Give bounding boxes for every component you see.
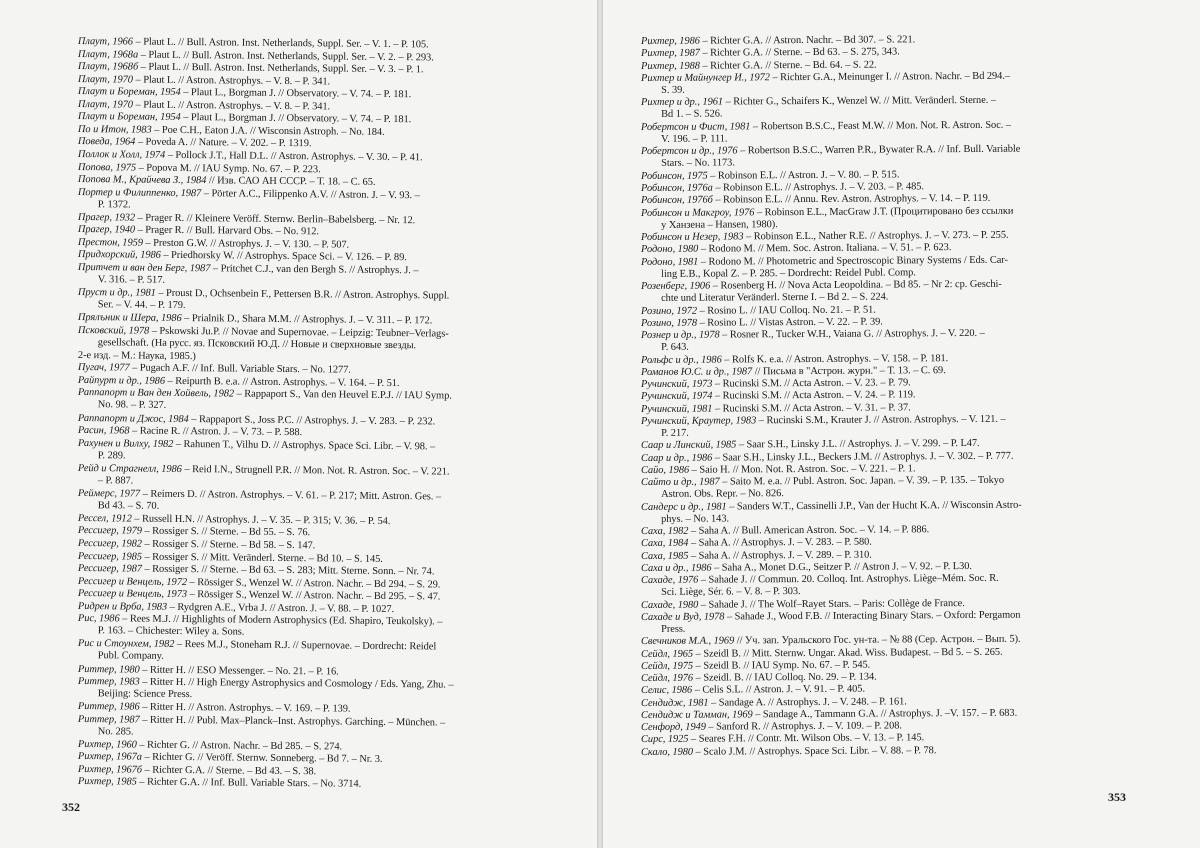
reference-text: – Plaut L. // Bull. Astron. Inst. Netherlands, Suppl. Ser. – V. 2. – P. 293. [138,49,434,63]
reference-author: Саха, 1985 [641,550,689,562]
reference-author: Притчет и ван ден Берг, 1987 [77,261,211,275]
reference-text: – Ritter H. // Publ. Max–Planck–Inst. Astrophys. Garching. – München. – [139,714,446,729]
reference-author: Рессигер и Венцель, 1973 [77,588,188,601]
reference-author: Пугач, 1977 [77,362,130,374]
reference-continuation: Bd 1. – S. 526. [661,108,723,121]
reference-author: Рихтер, 1986 [641,35,700,47]
reference-text: – Robinson E.L. // Annu. Rev. Astron. Astrophys. – V. 14. – P. 119. [712,193,991,206]
reference-entry [641,70,1010,96]
reference-author: Раппапорт и Ван ден Хойвель, 1982 [77,387,235,400]
reference-author: Ридрен и Врба, 1983 [77,600,168,613]
reference-text: – Rappaport S., Joss P.C. // Astrophys. J. – V. 283. – P. 232. [188,413,436,427]
reference-author: Ручинский, 1973 [641,378,713,390]
reference-author: Саха, 1982 [641,525,689,537]
left-page [0,0,597,848]
reference-text: – Rosenberg H. // Nova Acta Leopoldina. – Bd 85. – Nr 2: cp. Geschi- [710,278,1002,292]
reference-author: Скало, 1980 [641,746,694,758]
reference-text: – Sahade J., Wood F.B. // Interacting Binary Stars. – Oxford: Pergamon [724,609,1021,623]
reference-text: – Saio H. // Mon. Not. R. Astron. Soc. – V. 221. – P. 1. [689,463,916,476]
reference-continuation: P. 643. [661,341,689,353]
reference-text: – Saha A. // Astrophys. J. – V. 289. – P. 310. [688,549,872,562]
reference-author: Саха и др., 1986 [641,562,712,574]
reference-text: – Popova M. // IAU Symp. No. 67. – P. 223. [136,162,321,175]
reference-author: Риттер, 1983 [77,676,140,688]
reference-text: – Pollock J.T., Hall D.L. // Astron. Astrophys. – V. 30. – P. 41. [165,149,423,164]
reference-entry [641,646,1003,660]
reference-text: – Sanders W.T., Cassinelli J.P., Van der Hucht K.A. // Wisconsin Astro- [726,499,1022,512]
reference-continuation: Bd 43. – S. 70. [97,500,160,512]
reference-text: – Saar S.H., Linsky J.L. // Astrophys. J. – V. 299. – P. L47. [736,438,980,451]
reference-text: – Robinson E.L. // Astrophys. J. – V. 203. – P. 485. [712,181,924,194]
reference-text: // Уч. зап. Уральского Гос. ун-та. – № 88 (Сер. Астрон. – Вып. 5). [734,633,1021,647]
reference-author: Селис, 1986 [641,684,693,697]
reference-text: – Rappaport S., Van den Heuvel E.P.J. // IAU Symp. [233,388,452,402]
reference-entry [78,463,450,491]
reference-continuation: Ser. – V. 44. – P. 179. [97,299,186,312]
reference-text: – Szeidl B. // Mitt. Sternw. Ungar. Akad. Wiss. Budapest. – Bd 5. – S. 265. [693,646,1003,660]
reference-text: // Письма в "Астрон. журн." – Т. 13. – С. 69. [752,364,946,378]
reference-text: – Saha A. // Astrophys. J. – V. 283. – P. 580. [688,536,872,549]
reference-continuation: chte und Literatur Veränderl. Sterne I. – Bd 2. – S. 224. [661,291,889,304]
reference-continuation: Stars. – No. 1173. [661,157,735,170]
reference-entry [78,776,361,791]
reference-author: Родоно, 1981 [641,256,699,268]
reference-author: Родоно, 1980 [641,243,699,256]
reference-author: Рейд и Стрaгнелл, 1986 [77,462,182,475]
reference-text: – Rosino L. // IAU Colloq. No. 21. – P. 51. [697,304,876,317]
reference-entry [641,733,924,747]
reference-continuation: у Ханзена – Hansen, 1980). [661,218,778,231]
reference-text: – Ritter H. // Astron. Astrophys. – V. 169. – P. 139. [139,701,351,715]
reference-text: – Rodono M. // Photometric and Spectroscopic Binary Systems / Eds. Car- [698,254,1008,268]
reference-author: Сахаде и Вуд, 1978 [641,611,725,623]
reference-author: Прагер, 1940 [77,224,136,236]
reference-author: Престон, 1959 [77,236,143,249]
reference-author: Риттер, 1987 [77,713,140,726]
reference-text: – Richter G.A. // Sterne. – Bd. 64. – S. 22. [699,59,877,72]
reference-continuation: – P. 887. [97,474,134,487]
reference-continuation: No. 285. [97,725,134,738]
reference-text: – Rosino L. // Vistas Astron. – V. 22. – P. 39. [697,316,883,329]
reference-author: По и Итон, 1983 [77,123,152,136]
reference-text: – Robinson E.L., MacGraw J.T. (Процитировано без ссылки [754,205,1014,218]
reference-author: Ручинский, 1974 [641,390,713,403]
reference-entry [641,328,985,354]
reference-text: – Ritter H. // ESO Messenger. – No. 21. – P. 16. [139,664,339,678]
page-number-right: 353 [1108,790,1126,804]
reference-entry [641,499,1022,526]
left-page-references [0,0,597,848]
reference-text: – Plaut L. // Astron. Astrophys. – V. 8. – P. 341. [132,99,331,113]
reference-entry [78,262,419,289]
reference-text: – Scalo J.M. // Astrophys. Space Sci. Libr. – V. 88. – P. 78. [693,744,937,758]
reference-continuation: P. 163. – Chichester: Wiley a. Sons. [97,625,245,638]
reference-entry [641,205,1013,231]
reference-author: Рихтер, 1960 [77,738,137,751]
reference-author: Сендидж, 1981 [641,697,709,709]
reference-author: Раппапорт и Джос, 1984 [77,412,189,425]
reference-author: Райпурт и др., 1986 [77,374,166,387]
reference-entry [78,387,452,415]
reference-entry [641,402,911,416]
reference-continuation: V. 196. – P. 111. [661,133,728,145]
reference-entry [641,549,872,563]
reference-author: Ручинский, 1981 [641,403,713,415]
reference-author: Рис, 1986 [77,613,120,625]
reference-author: Розино, 1978 [641,317,698,329]
reference-author: Рессигер и Венцель, 1972 [77,575,188,588]
reference-author: Рессигер, 1979 [77,525,143,538]
reference-author: Попова М., Крайчева З., 1984 [77,174,207,187]
reference-entry [78,187,420,214]
reference-author: Сайто и др., 1987 [641,476,720,488]
reference-text: – Russell H.N. // Astrophys. J. – V. 35. – P. 315; V. 36. – P. 54. [131,513,391,527]
reference-text: – Proust D., Ochsenbein F., Pettersen B.R. // Astron. Astrophys. Suppl. [155,287,450,302]
page-number-left: 352 [62,800,80,814]
reference-author: Романов Ю.С. и др., 1987 [641,366,753,378]
reference-continuation: ling E.B., Kopal Z. – P. 285. – Dordrecht: Reidel Publ. Comp. [661,266,916,280]
reference-entry [641,745,936,759]
reference-entry [78,488,441,516]
reference-text: – Rössiger S., Wenzel W. // Astron. Nachr. – Bd 295. – S. 47. [186,589,441,603]
reference-text: – Rossiger S. // Sterne. – Bd 63. – S. 283; Mitt. Sterne. Sonn. – Nr. 74. [141,563,435,578]
reference-author: Рихтер, 1985 [77,776,137,789]
reference-entry [78,613,443,641]
reference-author: Сейдл, 1976 [641,672,694,684]
reference-text: – Priedhorsky W. // Astrophys. Space Sci. – V. 126. – P. 89. [160,250,407,264]
reference-author: Расин, 1968 [77,425,130,437]
reference-text: – Rossiger S. // Sterne. – Bd 58. – S. 147. [141,538,316,552]
reference-entry [641,524,929,538]
reference-author: Рихтер и др., 1961 [641,96,724,109]
reference-entry [641,537,872,551]
reference-author: Реймерс, 1977 [77,487,141,500]
reference-text: – Rucinski S.M. // Acta Astron. – V. 24. – P. 119. [712,389,916,402]
reference-author: Плаут, 1968б [77,61,139,73]
reference-text: – Plaut L. // Astron. Astrophys. – V. 8. – P. 341. [132,74,331,88]
reference-entry [641,119,1011,145]
reference-entry [641,279,1002,305]
reference-entry [78,350,196,363]
reference-author: Псковский, 1978 [77,324,150,337]
reference-author: Робертсон и др., 1976 [641,145,738,158]
reference-entry [641,47,900,61]
reference-text: – Pritchet C.J., van den Bergh S. // Astrophys. J. – [210,263,419,277]
reference-entry [641,696,907,710]
reference-entry [641,707,1017,721]
reference-text: 2-е изд. – М.: Наука, 1985.) [77,349,196,362]
reference-text: – Richter G.A. // Inf. Bull. Variable Stars. – No. 3714. [136,777,362,791]
reference-text: – Prager R. // Bull. Harvard Obs. – No. 912. [135,224,320,238]
reference-author: Робинсон и Незер, 1983 [641,231,744,243]
reference-entry [78,638,436,666]
reference-continuation: Astron. Obs. Repr. – No. 826. [661,488,784,500]
reference-continuation: Publ. Company. [97,650,164,663]
reference-author: Рессигер, 1987 [77,563,143,575]
reference-author: Робинсон, 1976а [641,182,713,194]
reference-author: Плаут, 1970 [77,98,134,111]
reference-text: – Rössiger S., Wenzel W. // Astron. Nachr. – Bd 294. – S. 29. [186,576,441,591]
reference-text: – Richter G. // Veröff. Sternw. Sonneberg. – Bd 7. – Nr. 3. [141,751,383,766]
reference-author: Сейдл, 1965 [641,648,694,660]
reference-author: Пруст и др., 1981 [77,287,156,299]
reference-text: – Prager R. // Kleinere Veröff. Sternw. Berlin–Babelsberg. – Nr. 12. [135,212,416,226]
reference-author: Ручинский, Краутер, 1983 [641,415,757,427]
reference-author: Робертсон и Фист, 1981 [641,121,751,133]
reference-continuation: No. 98. – P. 327. [97,399,167,412]
reference-entry [78,538,315,552]
reference-author: Прагер, 1932 [77,211,136,224]
reference-author: Сендидж и Тамман, 1969 [641,709,753,721]
reference-entry [641,304,876,318]
reference-text: – Plaut L., Borgman J. // Observatory. – V. 74. – P. 181. [180,112,412,126]
reference-entry [78,714,445,742]
reference-entry [641,609,1021,636]
reference-author: Сахаде, 1976 [641,574,699,586]
reference-author: Розенберг, 1906 [641,280,711,292]
reference-author: Рихтер и Майнунгер И., 1972 [641,71,770,84]
reference-text: – Szeidl B. // IAU Symp. No. 67. – P. 545. [693,659,871,672]
reference-text: – Reipurth B. e.a. // Astron. Astrophys. – V. 164. – P. 51. [164,375,400,389]
reference-text: – Rees M.J., Stoneham R.J. // Supernovae. – Dordrecht: Reidel [174,639,437,653]
reference-continuation: P. 289. [97,449,126,462]
reference-author: Плаут, 1968а [77,48,139,61]
reference-text: – Pugach A.F. // Inf. Bull. Variable Stars. – No. 1277. [129,362,351,376]
reference-entry [641,59,877,73]
reference-text: – Celis S.L. // Astron. J. – V. 91. – P. 405. [692,683,866,696]
reference-text: – Saha A. // Bull. American Astron. Soc. – V. 14. – P. 886. [688,524,930,537]
reference-continuation: Press. [661,623,686,635]
reference-text: – Rodono M. // Mem. Soc. Astron. Italiana. – V. 51. – P. 623. [698,242,952,255]
reference-text: – Richter G.A., Meinunger I. // Astron. Nachr. – Bd 294.– [769,70,1011,83]
reference-author: Поллок и Холл, 1974 [77,148,166,161]
reference-text: – Szeidl. B. // IAU Colloq. No. 29. – P. 134. [693,671,877,684]
reference-author: Рихтер, 1987 [641,47,700,60]
reference-author: Рихтер, 1967б [77,763,143,776]
reference-text: – Rees M.J. // Highlights of Modern Astrophysics (Ed. Shapiro, Teukolsky). – [119,613,443,628]
reference-entry [641,684,865,697]
reference-text: – Prialnik D., Shara M.M. // Astrophys. J. – V. 311. – P. 172. [181,313,433,327]
reference-text: – Sahade J. // The Wolf–Rayet Stars. – Paris: Collège de France. [698,597,965,611]
reference-entry [78,438,435,466]
reference-author: Саха, 1984 [641,537,689,550]
reference-text: – Rolfs K. e.a. // Astron. Astrophys. – V. 158. – P. 181. [721,352,949,366]
reference-author: Сахаде, 1980 [641,599,699,611]
reference-text: – Rydgren A.E., Vrba J. // Astron. J. – V. 88. – P. 1027. [167,601,395,615]
reference-text: – Reimers D. // Astron. Astrophys. – V. 61. – P. 217; Mitt. Astron. Ges. – [140,488,442,503]
reference-author: Сейдл, 1975 [641,660,694,672]
reference-text: – Sanford R. // Astrophys. J. – V. 109. – P. 208. [705,720,902,733]
reference-text: – Rucinski S.M. // Acta Astron. – V. 31. – P. 37. [712,401,911,415]
reference-author: Робинсон и Макгроу, 1976 [641,206,755,219]
reference-text: – Rahunen T., Vilhu D. // Astrophys. Space Sci. Libr. – V. 98. – [173,438,436,453]
reference-text: – Ritter H. // High Energy Astrophysics and Cosmology / Eds. Yang, Zhu. – [139,676,454,691]
reference-author: Сирс, 1925 [641,733,689,746]
reference-author: Сайо, 1986 [641,464,690,476]
reference-author: Рознер и др., 1978 [641,329,720,341]
reference-author: Сандерс и др., 1981 [641,500,727,513]
reference-text: – Seares F.H. // Contr. Mt. Wilson Obs. – V. 13. – P. 145. [688,732,925,745]
reference-text: – Robertson B.S.C., Warren P.R., Bywater R.A. // Inf. Bull. Variable [737,143,1021,157]
reference-text: – Richter G. // Astron. Nachr. – Bd 285. – S. 274. [136,739,343,753]
reference-text: – Pskowski Ju.P. // Novae and Supernovae. – Leipzig: Teubner–Verlags- [149,325,449,340]
reference-text: – Sandage A., Tammann G.A. // Astrophys. J. –V. 157. – P. 683. [752,707,1018,721]
reference-text: – Pörter A.C., Filippenko A.V. // Astron. J. – V. 93. – [201,187,420,201]
reference-text: – Rossiger S. // Sterne. – Bd 55. – S. 76. [141,526,311,539]
reference-author: Саар и др., 1986 [641,452,713,464]
reference-author: Сенфорд, 1949 [641,721,706,733]
right-page [603,0,1200,848]
reference-entry [641,390,916,404]
reference-author: Робинсон, 1976б [641,194,713,207]
reference-text: – Rucinski S.M. // Acta Astron. – V. 23. – P. 79. [712,377,911,390]
reference-entry [78,425,302,439]
reference-entry [78,676,454,704]
reference-continuation: phys. – No. 143. [661,513,730,525]
reference-text: – Robinson E.L. // Astron. J. – V. 80. – P. 515. [707,169,900,182]
reference-text: – Racine R. // Astron. J. – V. 73. – P. 588. [129,425,303,439]
reference-continuation: P. 217. [661,427,689,439]
reference-text: – Plaut L. // Bull. Astron. Inst. Netherlands, Suppl. Ser. – V. 1. – P. 105. [132,36,429,51]
reference-author: Плаут, 1966 [77,36,134,48]
reference-text: – Sahade J. // Commun. 20. Colloq. Int. Astrophys. Liège–Mém. Soc. R. [698,572,999,586]
reference-entry [641,144,1020,171]
reference-author: Саар и Линский, 1985 [641,439,737,452]
reference-author: Рессигер, 1982 [77,538,143,550]
reference-text: – Reid I.N., Strugnell P.R. // Mon. Not. R. Astron. Soc. – V. 221. [181,463,450,478]
reference-text: – Plaut L., Borgman J. // Observatory. – V. 74. – P. 181. [180,87,412,101]
reference-text: – Plaut L. // Bull. Astron. Inst. Netherlands, Suppl. Ser. – V. 3. – P. 1. [138,61,424,76]
reference-text: – Poe C.H., Eaton J.A. // Wisconsin Astroph. – No. 184. [151,124,385,138]
reference-author: Свечников М.А., 1969 [641,635,735,648]
reference-entry [641,438,980,452]
reference-author: Плаут и Борeман, 1954 [77,86,181,99]
reference-author: Рессел, 1912 [77,512,132,525]
reference-author: Рессигер, 1985 [77,550,143,563]
reference-text: – Richter G.A. // Sterne. – Bd 43. – S. 38. [141,764,317,778]
reference-author: Рихтер, 1967а [77,751,142,763]
reference-text: – Saar S.H., Linsky J.L., Beckers J.M. // Astrophys. J. – V. 302. – P. 777. [712,450,1014,464]
reference-text: – Poveda A. // Nature. – V. 202. – P. 1319. [135,136,312,150]
reference-text: – Richter G.A. // Sterne. – Bd 63. – S. 275, 343. [699,46,900,59]
reference-entry [78,287,450,315]
reference-continuation: P. 1372. [97,198,131,211]
reference-entry [641,475,1004,501]
reference-text: – Richter G.A. // Astron. Nachr. – Bd 307. – S. 221. [699,34,916,47]
reference-author: Поведа, 1964 [77,136,136,148]
reference-author: Плаут и Борeман, 1954 [77,111,181,124]
reference-continuation: Beijing: Science Press. [97,688,193,701]
reference-author: Портер и Филиппенко, 1987 [77,186,202,199]
reference-text: – Preston G.W. // Astrophys. J. – V. 130. – P. 507. [142,237,350,251]
reference-author: Придхорский, 1986 [77,249,161,262]
reference-author: Рис и Стоунхем, 1982 [77,638,175,651]
reference-entry [641,573,999,599]
reference-text: – Rosner R., Tucker W.H., Vaiana G. // Astrophys. J. – V. 220. – [719,327,985,341]
reference-author: Розино, 1972 [641,305,698,317]
reference-author: Робинсон, 1975 [641,170,708,182]
reference-author: Плаут, 1970 [77,73,134,86]
reference-text: – Saha A., Monet D.G., Seitzer P. // Astron J. – V. 92. – P. L30. [711,560,972,574]
reference-text: // Изв. САО АН СССР. – Т. 18. – С. 65. [206,175,376,188]
reference-text: – Rucinski S.M., Krauter J. // Astron. Astrophys. – V. 121. – [756,413,1006,427]
reference-continuation: S. 39. [661,84,685,96]
reference-author: Рихтер, 1988 [641,60,700,72]
reference-entry [641,414,1006,440]
reference-text: – Richter G., Schaifers K., Wenzel W. // Mitt. Veränderl. Sterne. – [722,95,997,108]
reference-text: – Saito M. e.a. // Publ. Astron. Soc. Japan. – V. 39. – P. 135. – Tokyo [719,474,1005,488]
reference-author: Риттер, 1986 [77,701,140,713]
reference-author: Рахунен и Вилху, 1982 [77,437,174,450]
reference-text: – Robinson E.L., Nather R.E. // Astrophys. J. – V. 273. – P. 255. [743,229,1009,243]
reference-continuation: gesellschaft. (На русс. яз. Псковский Ю.Д. // Новые и сверхновые звезды. [97,336,417,351]
reference-continuation: V. 316. – P. 517. [97,274,165,286]
reference-text: – Rossiger S. // Mitt. Veränderl. Sterne. – Bd 10. – S. 145. [141,551,383,565]
reference-author: Прялъник и Шера, 1986 [77,312,182,325]
reference-entry [641,450,1013,464]
reference-author: Риттер, 1980 [77,663,140,676]
reference-entry [641,254,1008,280]
reference-text: – Robertson B.S.C., Feast M.W. // Mon. Not. R. Astron. Soc. – [750,119,1012,133]
right-page-references [603,0,1200,848]
reference-continuation: Sci. Liège, Sér. 6. – V. 8. – P. 303. [661,586,801,598]
reference-author: Рольфс и др., 1986 [641,354,722,366]
reference-text: – Sandage A. // Astrophys. J. – V. 248. – P. 161. [708,695,907,709]
reference-entry [641,242,951,256]
reference-entry [78,325,449,353]
reference-author: Попова, 1975 [77,161,137,174]
reference-entry [641,95,996,121]
